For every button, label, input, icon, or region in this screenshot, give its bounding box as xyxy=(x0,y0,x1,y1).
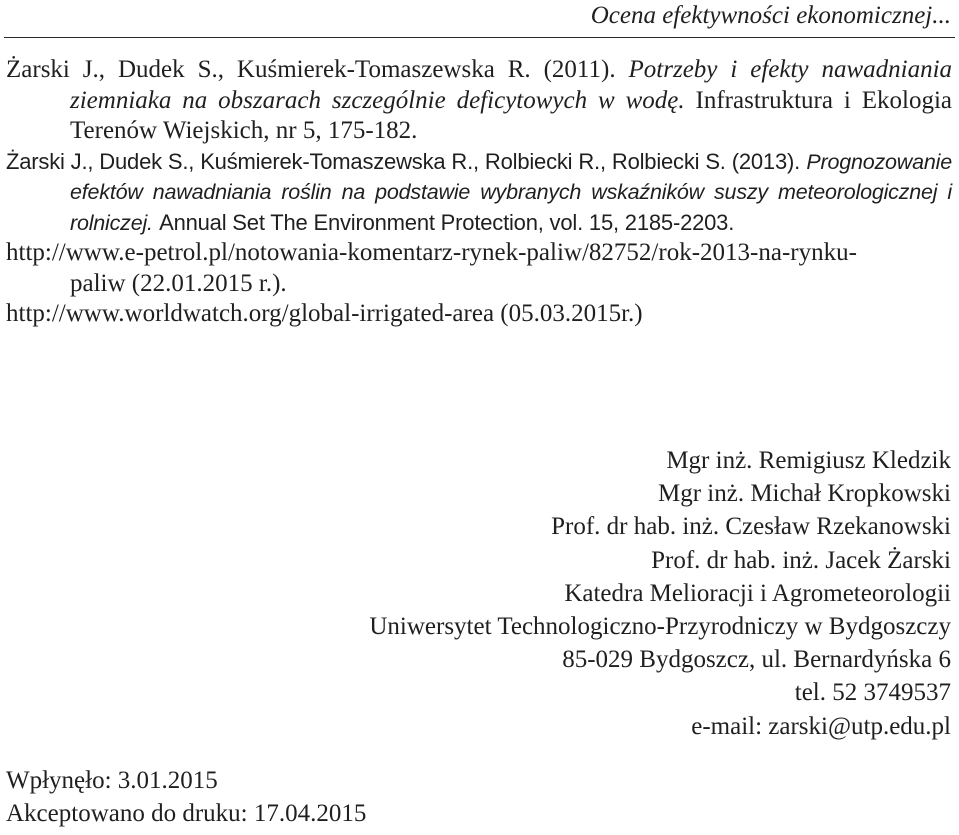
author-name: Mgr inż. Michał Kropkowski xyxy=(657,480,951,508)
reference-link-continued[interactable]: paliw (22.01.2015 r.). xyxy=(70,269,287,297)
reference-source: Annual Set The Environment Protection, vol. 15, 2185-2203. xyxy=(159,209,735,235)
university: Uniwersytet Technologiczno-Przyrodniczy w Bydgoszczy xyxy=(369,613,951,641)
reference-title: Potrzeby i efekty nawadniania ziemniaka na obszarach szczególnie deficytowych w wodę. xyxy=(70,56,953,114)
reference-link[interactable]: http://www.worldwatch.org/global-irrigated-area (05.03.2015r.) xyxy=(6,300,643,327)
accepted-date: Akceptowano do druku: 17.04.2015 xyxy=(6,800,367,827)
references-list xyxy=(6,55,952,330)
postal-address: 85-029 Bydgoszcz, ul. Bernardyńska 6 xyxy=(562,646,951,674)
reference-item xyxy=(6,147,952,239)
author-affiliation-block xyxy=(369,444,951,743)
reference-authors: Żarski J., Dudek S., Kuśmierek-Tomaszewska R., Rolbiecki R., Rolbiecki S. (2013). xyxy=(6,148,801,174)
reference-item xyxy=(6,238,952,299)
submission-dates xyxy=(6,764,366,830)
running-title: Ocena efektywności ekonomicznej... xyxy=(590,2,951,29)
reference-title: Prognozowanie efektów nawadniania roślin na podstawie wybranych wskaźników suszy meteorologicznej i rolniczej. xyxy=(70,149,952,235)
reference-authors: Żarski J., Dudek S., Kuśmierek-Tomaszewska R. (2011). xyxy=(6,56,616,83)
received-date: Wpłynęło: 3.01.2015 xyxy=(6,767,218,794)
author-name: Prof. dr hab. inż. Jacek Żarski xyxy=(651,546,951,574)
email-address[interactable]: e-mail: zarski@utp.edu.pl xyxy=(691,712,951,740)
header-rule xyxy=(4,37,955,38)
author-name: Prof. dr hab. inż. Czesław Rzekanowski xyxy=(551,513,951,541)
phone-number: tel. 52 3749537 xyxy=(794,679,951,707)
author-name: Mgr inż. Remigiusz Kledzik xyxy=(666,447,951,474)
reference-item xyxy=(6,299,952,330)
department: Katedra Melioracji i Agrometeorologii xyxy=(564,579,951,607)
reference-link[interactable]: http://www.e-petrol.pl/notowania-komentarz-rynek-paliw/82752/rok-2013-na-rynku- xyxy=(6,239,857,266)
reference-item xyxy=(6,55,952,147)
reference-source: Infrastruktura i Ekologia Terenów Wiejskich, nr 5, 175-182. xyxy=(70,86,952,144)
